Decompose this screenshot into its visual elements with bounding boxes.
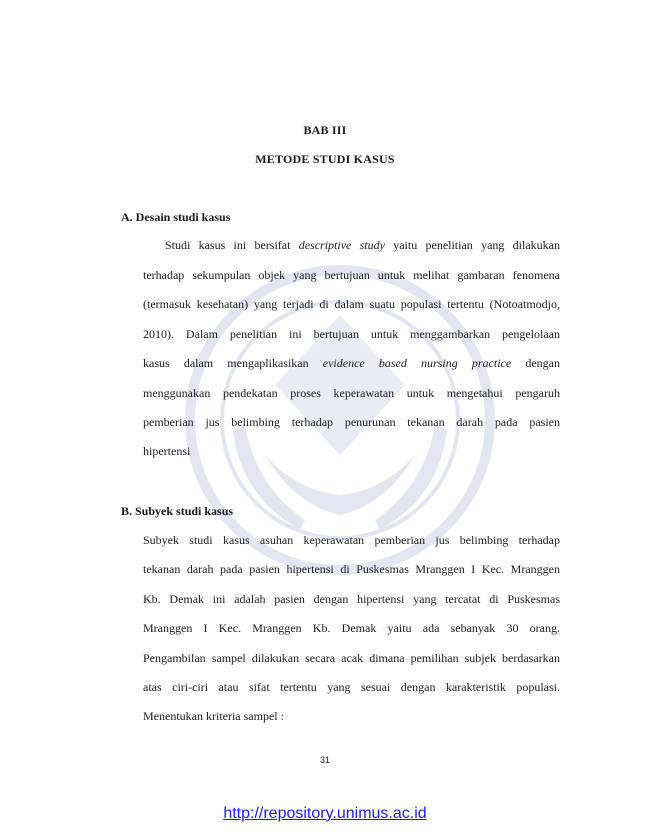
section-a-line: menggunakan pendekatan proses keperawatan untuk mengetahui pengaruh — [143, 386, 560, 400]
section-b-line: Subyek studi kasus asuhan keperawatan pemberian jus belimbing terhadap — [143, 533, 560, 547]
section-a-title: A. Desain studi kasus — [121, 210, 231, 224]
section-b-line: Mranggen I Kec. Mranggen Kb. Demak yaitu ada sebanyak 30 orang. — [143, 621, 560, 635]
section-a-line: (termasuk kesehatan) yang terjadi di dalam suatu populasi tertentu (Notoatmodjo, — [143, 297, 560, 311]
section-b-line: Kb. Demak ini adalah pasien dengan hipertensi yang tercatat di Puskesmas — [143, 592, 560, 606]
section-b-title: B. Subyek studi kasus — [121, 504, 234, 518]
chapter-title: METODE STUDI KASUS — [255, 152, 395, 166]
section-a-line: terhadap sekumpulan objek yang bertujuan untuk melihat gambaran fenomena — [143, 268, 560, 282]
italic-term: evidence based nursing practice — [322, 356, 512, 370]
section-b-line: Menentukan kriteria sampel : — [143, 709, 284, 723]
chapter-number: BAB III — [303, 123, 347, 137]
section-a-line: 2010). Dalam penelitian ini bertujuan untuk menggambarkan pengelolaan — [143, 327, 560, 341]
section-b-line: Pengambilan sampel dilakukan secara acak dimana pemilihan subjek berdasarkan — [143, 651, 560, 665]
section-b-line: atas ciri-ciri atau sifat tertentu yang sesuai dengan karakteristik populasi. — [143, 680, 560, 694]
section-b-line: tekanan darah pada pasien hipertensi di Puskesmas Mranggen I Kec. Mranggen — [143, 562, 560, 576]
italic-term: descriptive study — [298, 238, 385, 252]
section-a-line: kasus dalam mengaplikasikan evidence based nursing practice dengan — [143, 356, 560, 370]
page-number: 31 — [319, 755, 330, 765]
repository-link[interactable]: http://repository.unimus.ac.id — [223, 805, 427, 822]
section-a-line: pemberian jus belimbing terhadap penurunan tekanan darah pada pasien — [143, 415, 560, 429]
section-a-line: hipertensi — [143, 444, 191, 458]
section-a-line: Studi kasus ini bersifat descriptive study yaitu penelitian yang dilakukan — [165, 238, 560, 252]
